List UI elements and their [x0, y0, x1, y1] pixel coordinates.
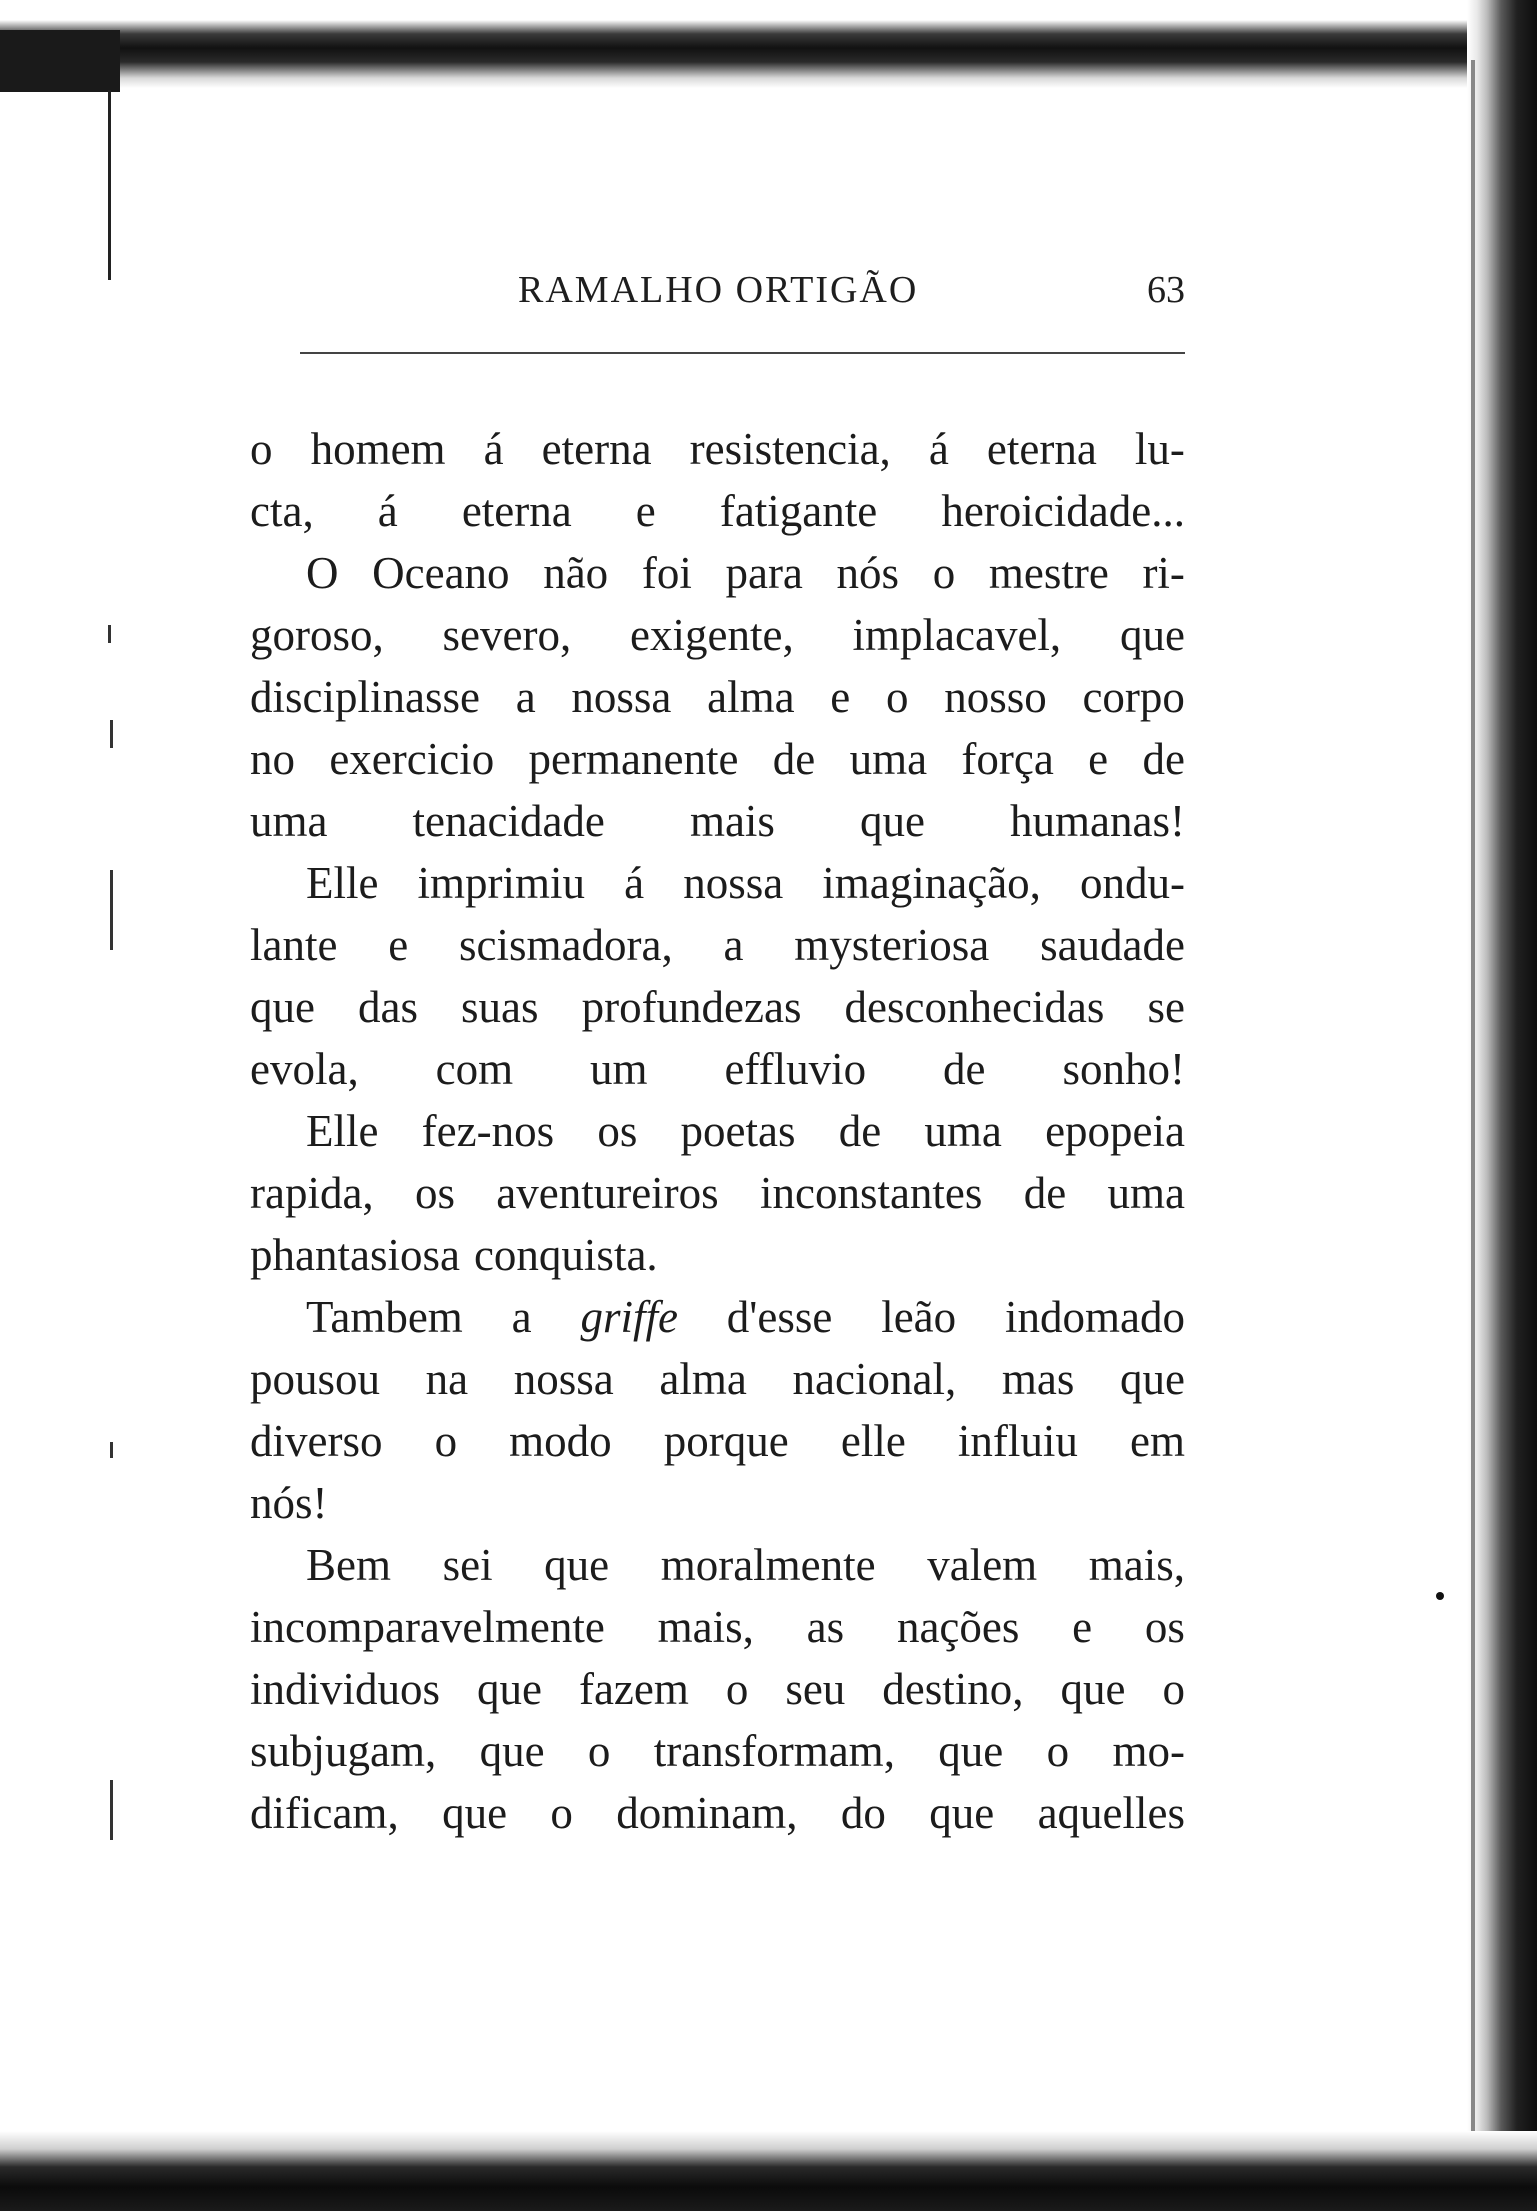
text-line [250, 1596, 1185, 1658]
word: não [543, 548, 609, 598]
word: individuos [250, 1664, 441, 1714]
word: uma [849, 734, 928, 784]
word: dominam, [616, 1788, 798, 1838]
word: evola, [250, 1044, 359, 1094]
word: que [1119, 610, 1185, 660]
scan-page-edge-line [1471, 60, 1475, 2150]
word: d'esse [726, 1292, 833, 1342]
word: modo [509, 1416, 612, 1466]
margin-dot [1436, 1592, 1444, 1600]
scan-bottom-edge [0, 2131, 1537, 2211]
word: Oceano [372, 548, 510, 598]
word: imaginação, [822, 858, 1041, 908]
text-line [250, 1162, 1185, 1224]
text-line [250, 1720, 1185, 1782]
text-line [250, 1348, 1185, 1410]
word: alma [659, 1354, 747, 1404]
word: de [1023, 1168, 1067, 1218]
word: alma [707, 672, 795, 722]
word: effluvio [724, 1044, 867, 1094]
word: moralmente [660, 1540, 876, 1590]
word: severo, [442, 610, 572, 660]
word: nacional, [792, 1354, 957, 1404]
text-line [250, 1658, 1185, 1720]
word: influiu [957, 1416, 1078, 1466]
word: das [358, 982, 419, 1032]
word: conquista. [473, 1230, 658, 1280]
word: incomparavelmente [250, 1602, 605, 1652]
word: os [597, 1106, 638, 1156]
word: que [929, 1788, 995, 1838]
word: com [435, 1044, 514, 1094]
word: fatigante [719, 486, 878, 536]
word: os [414, 1168, 455, 1218]
word: nossa [683, 858, 784, 908]
page-header [300, 262, 1185, 322]
word: transformam, [653, 1726, 895, 1776]
word: que [250, 982, 315, 1032]
word: Elle [306, 858, 379, 908]
word: foi [641, 548, 692, 598]
word: ondu- [1080, 858, 1185, 908]
word: diverso [250, 1416, 383, 1466]
word: nossa [513, 1354, 614, 1404]
word: uma [924, 1106, 1002, 1156]
word: sei [442, 1540, 493, 1590]
word: cta, [250, 486, 314, 536]
word: o [1162, 1664, 1185, 1714]
word: a [723, 920, 744, 970]
word: o [587, 1726, 611, 1776]
word: indomado [1004, 1292, 1185, 1342]
word: que [477, 1664, 542, 1714]
word: Tambem [306, 1292, 463, 1342]
word: mysteriosa [794, 920, 990, 970]
text-line [250, 1286, 1185, 1348]
word: humanas! [1010, 796, 1185, 846]
word: resistencia, [689, 424, 891, 474]
word: o [434, 1416, 458, 1466]
word: homem [310, 424, 446, 474]
running-title: RAMALHO ORTIGÃO [518, 269, 919, 311]
word: que [860, 796, 925, 846]
word: ri- [1142, 548, 1185, 598]
word: nações [896, 1602, 1020, 1652]
word: griffe [580, 1292, 678, 1342]
word: destino, [882, 1664, 1024, 1714]
text-line [250, 604, 1185, 666]
word: nós! [250, 1478, 328, 1528]
word: eterna [541, 424, 652, 474]
word: que [442, 1788, 508, 1838]
word: scismadora, [459, 920, 673, 970]
text-line [250, 1472, 1185, 1534]
word: pousou [250, 1354, 381, 1404]
text-line [250, 1100, 1185, 1162]
margin-mark [110, 870, 113, 950]
word: e [1072, 1602, 1093, 1652]
word: de [943, 1044, 986, 1094]
word: o [885, 672, 909, 722]
word: e [635, 486, 656, 536]
word: sonho! [1062, 1044, 1185, 1094]
text-line [250, 1782, 1185, 1844]
text-line [250, 1410, 1185, 1472]
margin-mark [110, 720, 113, 748]
word: implacavel, [852, 610, 1062, 660]
word: se [1147, 982, 1185, 1032]
word: desconhecidas [844, 982, 1105, 1032]
word: profundezas [581, 982, 802, 1032]
text-line [250, 542, 1185, 604]
text-line [250, 480, 1185, 542]
word: de [1142, 734, 1185, 784]
word: no [250, 734, 295, 784]
text-line [250, 790, 1185, 852]
word: na [425, 1354, 469, 1404]
word: eterna [986, 424, 1097, 474]
page-number: 63 [1147, 269, 1185, 311]
word: á [483, 424, 504, 474]
word: uma [1107, 1168, 1185, 1218]
word: o [250, 424, 273, 474]
word: Elle [306, 1106, 379, 1156]
word: rapida, [250, 1168, 374, 1218]
word: eterna [461, 486, 572, 536]
text-line [250, 418, 1185, 480]
word: seu [785, 1664, 846, 1714]
word: uma [250, 796, 328, 846]
word: o [725, 1664, 749, 1714]
word: porque [663, 1416, 789, 1466]
word: corpo [1082, 672, 1185, 722]
word: mais, [657, 1602, 754, 1652]
word: de [772, 734, 816, 784]
word: mo- [1112, 1726, 1185, 1776]
word: tenacidade [412, 796, 605, 846]
word: força [961, 734, 1054, 784]
word: exigente, [630, 610, 794, 660]
word: inconstantes [759, 1168, 983, 1218]
word: goroso, [250, 610, 384, 660]
word: Bem [306, 1540, 391, 1590]
scan-right-edge [1467, 0, 1537, 2211]
word: phantasiosa [250, 1230, 460, 1280]
word: que [1060, 1664, 1126, 1714]
text-line [250, 914, 1185, 976]
word: fez-nos [421, 1106, 555, 1156]
word: as [806, 1602, 845, 1652]
scan-top-edge [0, 0, 1537, 88]
word: de [838, 1106, 882, 1156]
word: O [306, 548, 339, 598]
word: mais [689, 796, 775, 846]
word: saudade [1040, 920, 1185, 970]
text-line [250, 1224, 1185, 1286]
word: suas [461, 982, 539, 1032]
word: permanente [528, 734, 739, 784]
word: lante [250, 920, 338, 970]
word: para [725, 548, 803, 598]
word: disciplinasse [250, 672, 480, 722]
word: lu- [1134, 424, 1185, 474]
text-line [250, 1534, 1185, 1596]
word: dificam, [250, 1788, 399, 1838]
word: e [388, 920, 409, 970]
word: que [1119, 1354, 1185, 1404]
word: exercicio [329, 734, 495, 784]
word: heroicidade... [941, 486, 1185, 536]
word: que [479, 1726, 545, 1776]
margin-mark [110, 1442, 113, 1458]
word: á [928, 424, 949, 474]
word: e [830, 672, 851, 722]
word: o [1046, 1726, 1070, 1776]
word: e [1088, 734, 1109, 784]
margin-mark [110, 1780, 113, 1840]
word: o [550, 1788, 573, 1838]
text-line [250, 1038, 1185, 1100]
word: nosso [944, 672, 1047, 722]
word: um [590, 1044, 648, 1094]
text-line [250, 976, 1185, 1038]
word: fazem [578, 1664, 689, 1714]
word: poetas [680, 1106, 796, 1156]
word: á [377, 486, 398, 536]
word: os [1144, 1602, 1185, 1652]
text-line [250, 852, 1185, 914]
word: subjugam, [250, 1726, 437, 1776]
word: nós [836, 548, 900, 598]
margin-mark [108, 625, 111, 643]
word: aventureiros [496, 1168, 719, 1218]
word: mas [1001, 1354, 1075, 1404]
word: nossa [571, 672, 672, 722]
word: leão [881, 1292, 957, 1342]
word: que [938, 1726, 1004, 1776]
word: aquelles [1037, 1788, 1185, 1838]
word: que [544, 1540, 610, 1590]
scan-corner-shadow [0, 30, 120, 92]
body-text [250, 418, 1185, 1844]
word: mestre [988, 548, 1109, 598]
word: em [1129, 1416, 1185, 1466]
header-rule [300, 352, 1185, 354]
word: do [840, 1788, 886, 1838]
scan-left-mark [108, 90, 111, 280]
word: imprimiu [417, 858, 586, 908]
text-line [250, 728, 1185, 790]
word: o [932, 548, 956, 598]
word: a [515, 672, 536, 722]
word: a [511, 1292, 532, 1342]
text-line [250, 666, 1185, 728]
word: epopeia [1045, 1106, 1185, 1156]
word: á [624, 858, 645, 908]
word: valem [927, 1540, 1038, 1590]
word: elle [840, 1416, 906, 1466]
word: mais, [1088, 1540, 1185, 1590]
